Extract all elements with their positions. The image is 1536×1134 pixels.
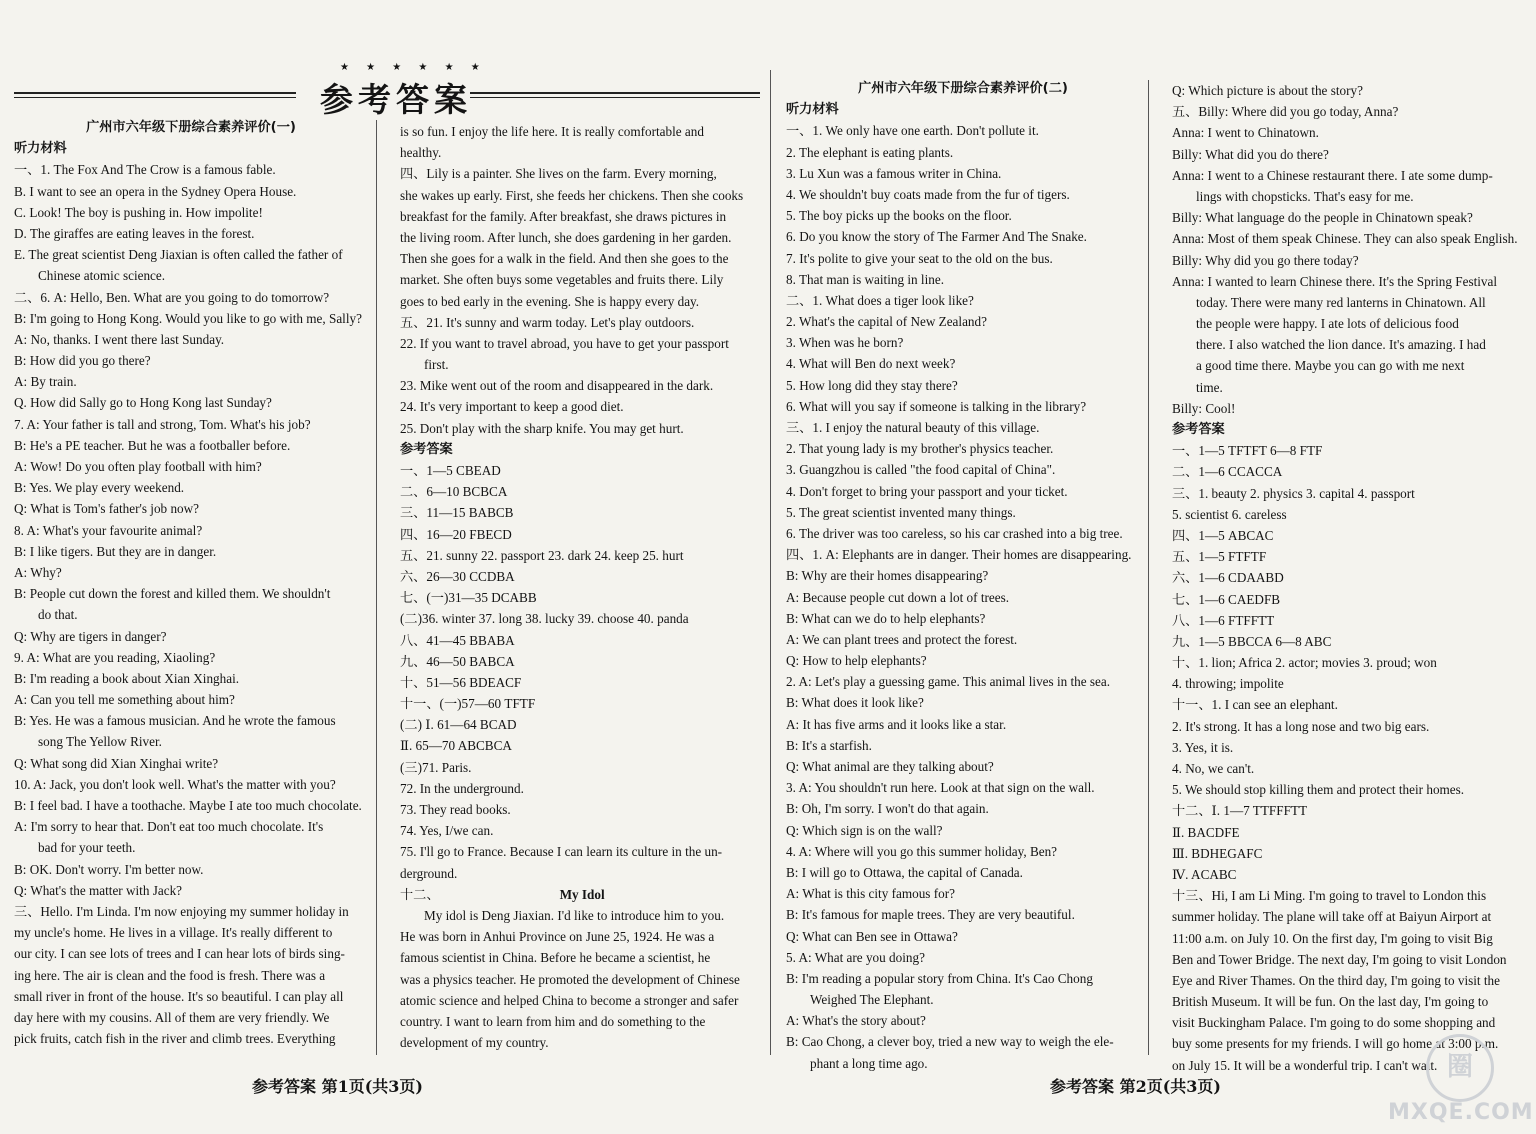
text-line: Q: What song did Xian Xinghai write?	[14, 755, 219, 771]
section-heading: 广州市六年级下册综合素养评价(二)	[858, 81, 1068, 96]
text-line: 十一、1. I can see an elephant.	[1172, 697, 1338, 713]
text-line: on July 15. It will be a wonderful trip. I can't wait.	[1172, 1057, 1438, 1073]
text-line: 十、1. lion; Africa 2. actor; movies 3. proud; won	[1172, 655, 1437, 671]
text-line: a good time there. Maybe you can go with me next	[1196, 358, 1465, 374]
page-title: 参考答案	[320, 80, 472, 119]
text-line: A: Can you tell me something about him?	[14, 692, 235, 708]
text-line: 六、1—6 CDAABD	[1172, 570, 1284, 586]
text-line: 四、1—5 ABCAC	[1172, 527, 1274, 543]
text-line: is so fun. I enjoy the life here. It is really comfortable and	[400, 124, 704, 139]
text-line: A: We can plant trees and protect the forest.	[786, 631, 1018, 647]
text-line: 5. How long did they stay there?	[786, 377, 958, 393]
text-line: 三、1. I enjoy the natural beauty of this village.	[786, 420, 1040, 435]
text-line: 25. Don't play with the sharp knife. You may get hurt.	[400, 420, 684, 436]
text-line: Q: Why are tigers in danger?	[14, 628, 167, 644]
text-line: Eye and River Thames. On the third day, I'm going to visit the	[1172, 972, 1500, 988]
text-line: day here with my cousins. All of them are very friendly. We	[14, 1009, 330, 1025]
text-line: 一、1—5 TFTFT 6—8 FTF	[1172, 443, 1323, 459]
section-heading: 听力材料	[14, 141, 67, 157]
text-line: 四、Lily is a painter. She lives on the farm. Every morning,	[400, 166, 717, 182]
text-line: was a physics teacher. He promoted the development of Chinese	[400, 971, 740, 987]
text-line: Q. How did Sally go to Hong Kong last Sunday?	[14, 395, 272, 411]
text-line: Ⅱ. BACDFE	[1172, 824, 1240, 840]
text-line: 八、1—6 FTFFTT	[1172, 612, 1275, 628]
text-line: A: What is this city famous for?	[786, 886, 955, 902]
text-line: (二) Ⅰ. 61—64 BCAD	[400, 717, 517, 733]
text-line: Billy: Why did you go there today?	[1172, 252, 1359, 268]
watermark-site: MXQE.COM	[1388, 1100, 1534, 1125]
text-line: 10. A: Jack, you don't look well. What's the matter with you?	[14, 776, 336, 792]
text-line: Anna: I went to Chinatown.	[1172, 125, 1319, 141]
text-line: Q: What can Ben see in Ottawa?	[786, 928, 958, 944]
text-line: 六、26—30 CCDBA	[400, 568, 515, 584]
text-line: A: I'm sorry to hear that. Don't eat too much chocolate. It's	[14, 819, 324, 835]
text-line: B: Yes. We play every weekend.	[14, 480, 185, 496]
text-line: 4. What will Ben do next week?	[786, 356, 956, 372]
text-line: B: He's a PE teacher. But he was a footballer before.	[14, 437, 291, 453]
text-line: Then she goes for a walk in the field. And then she goes to the	[400, 251, 729, 267]
text-line: 三、11—15 BABCB	[400, 505, 514, 521]
text-line: 5. We should stop killing them and protect their homes.	[1172, 782, 1465, 798]
text-line: 9. A: What are you reading, Xiaoling?	[14, 649, 216, 665]
text-line: B: I feel bad. I have a toothache. Maybe I ate too much chocolate.	[14, 798, 362, 813]
text-line: 75. I'll go to France. Because I can learn its culture in the un-	[400, 844, 723, 860]
page-footer-2: 参考答案 第2页(共3页)	[1050, 1077, 1221, 1096]
text-line: 五、1—5 FTFTF	[1172, 549, 1267, 565]
text-line: My idol is Deng Jiaxian. I'd like to introduce him to you.	[424, 907, 725, 923]
text-line: country. I want to learn from him and do something to the	[400, 1013, 706, 1029]
text-line: today. There were many red lanterns in Chinatown. All	[1196, 294, 1486, 310]
text-line: D. The giraffes are eating leaves in the forest.	[14, 225, 255, 241]
text-line: 8. A: What's your favourite animal?	[14, 522, 203, 538]
text-line: development of my country.	[400, 1035, 549, 1051]
text-line: Q: How to help elephants?	[786, 653, 927, 669]
text-line: 22. If you want to travel abroad, you have to get your passport	[400, 335, 729, 351]
text-line: 5. The great scientist invented many things.	[786, 504, 1016, 520]
text-line: do that.	[38, 607, 78, 623]
column-4	[1172, 80, 1528, 1076]
text-line: healthy.	[400, 145, 442, 161]
text-line: 八、41—45 BBABA	[400, 632, 515, 648]
text-line: 4. A: Where will you go this summer holiday, Ben?	[786, 843, 1058, 859]
text-line: B: I will go to Ottawa, the capital of Canada.	[786, 864, 1023, 880]
column-1	[14, 117, 368, 1049]
text-line: Ⅳ. ACABC	[1172, 866, 1237, 882]
text-line: 四、16—20 FBECD	[400, 526, 512, 542]
text-line: Q: Which picture is about the story?	[1172, 83, 1363, 98]
text-line: 2. The elephant is eating plants.	[786, 144, 954, 160]
text-line: Anna: Most of them speak Chinese. They can also speak English.	[1172, 231, 1518, 247]
column-2	[400, 121, 758, 1053]
text-line: 11:00 a.m. on July 10. On the first day, I'm going to visit Big	[1172, 930, 1493, 946]
text-line: 九、46—50 BABCA	[400, 653, 515, 669]
text-line: Billy: Cool!	[1172, 400, 1236, 416]
text-line: B: Oh, I'm sorry. I won't do that again.	[786, 801, 989, 817]
text-line: 73. They read books.	[400, 802, 511, 817]
text-line	[400, 884, 758, 905]
text-line: Billy: What did you do there?	[1172, 146, 1329, 162]
watermark-logo-icon: 圈	[1426, 1034, 1494, 1102]
text-line: market. She often buys some vegetables and fruits there. Lily	[400, 272, 724, 288]
section-heading: 广州市六年级下册综合素养评价(一)	[86, 120, 296, 135]
text-line: 3. Lu Xun was a famous writer in China.	[786, 165, 1002, 181]
text-line: 四、1. A: Elephants are in danger. Their homes are disappearing.	[786, 547, 1132, 563]
text-line: summer holiday. The plane will take off at Baiyun Airport at	[1172, 909, 1492, 925]
text-line: B: It's famous for maple trees. They are very beautiful.	[786, 907, 1075, 923]
title-rule-right-thin	[470, 97, 760, 98]
text-line: A: Wow! Do you often play football with him?	[14, 459, 262, 474]
text-line: phant a long time ago.	[810, 1055, 928, 1071]
text-line: Anna: I went to a Chinese restaurant there. I ate some dump-	[1172, 167, 1493, 183]
text-line: 九、1—5 BBCCA 6—8 ABC	[1172, 633, 1332, 649]
text-line: 5. A: What are you doing?	[786, 949, 925, 965]
text-line: Ⅲ. BDHEGAFC	[1172, 845, 1263, 861]
text-line: A: What's the story about?	[786, 1013, 926, 1029]
text-line: Q: Which sign is on the wall?	[786, 822, 943, 838]
text-line: goes to bed early in the evening. She is happy every day.	[400, 293, 700, 309]
text-line: 十一、(一)57—60 TFTF	[400, 696, 536, 712]
text-line: B: Yes. He was a famous musician. And he wrote the famous	[14, 713, 336, 729]
text-line: 五、21. It's sunny and warm today. Let's play outdoors.	[400, 314, 695, 330]
text-line: derground.	[400, 865, 458, 881]
text-line: (二)36. winter 37. long 38. lucky 39. choose 40. panda	[400, 611, 689, 627]
text-line: British Museum. It will be fun. On the last day, I'm going to	[1172, 994, 1489, 1010]
text-line: B: OK. Don't worry. I'm better now.	[14, 861, 204, 877]
text-line: A: No, thanks. I went there last Sunday.	[14, 331, 225, 347]
text-line: 二、6—10 BCBCA	[400, 484, 508, 500]
text-line: C. Look! The boy is pushing in. How impolite!	[14, 204, 263, 220]
text-line: 2. A: Let's play a guessing game. This animal lives in the sea.	[786, 674, 1111, 690]
text-line: 3. Yes, it is.	[1172, 739, 1234, 755]
text-line: 十三、Hi, I am Li Ming. I'm going to travel to London this	[1172, 888, 1487, 904]
watermark	[1388, 1034, 1534, 1130]
text-line: 24. It's very important to keep a good diet.	[400, 399, 624, 415]
text-line: 七、(一)31—35 DCABB	[400, 590, 537, 606]
text-line: 五、21. sunny 22. passport 23. dark 24. keep 25. hurt	[400, 547, 684, 563]
text-line: 一、1. We only have one earth. Don't pollute it.	[786, 123, 1039, 139]
text-line: Billy: What language do the people in Chinatown speak?	[1172, 210, 1473, 226]
text-line: 4. throwing; impolite	[1172, 676, 1284, 692]
text-line: 二、6. A: Hello, Ben. What are you going to do tomorrow?	[14, 289, 330, 305]
text-line: He was born in Anhui Province on June 25, 1924. He was a	[400, 929, 715, 945]
text-line: 2. What's the capital of New Zealand?	[786, 314, 987, 330]
page-footer-1: 参考答案 第1页(共3页)	[252, 1077, 423, 1096]
text-line: my uncle's home. He lives in a village. It's really different to	[14, 925, 333, 941]
text-line: B: I'm going to Hong Kong. Would you like to go with me, Sally?	[14, 310, 362, 326]
text-line: 6. The driver was too careless, so his car crashed into a big tree.	[786, 525, 1123, 541]
column-3	[786, 78, 1140, 1074]
text-line: B. I want to see an opera in the Sydney Opera House.	[14, 183, 297, 199]
text-line: 4. Don't forget to bring your passport and your ticket.	[786, 483, 1068, 499]
text-line: 4. No, we can't.	[1172, 761, 1255, 776]
text-line: B: What can we do to help elephants?	[786, 610, 986, 626]
text-line: 二、1. What does a tiger look like?	[786, 292, 974, 308]
text-line: lings with chopsticks. That's easy for me.	[1196, 188, 1414, 204]
text-line: B: What does it look like?	[786, 695, 924, 711]
title-rule-left-thin	[14, 97, 296, 98]
text-line: Ⅱ. 65—70 ABCBCA	[400, 738, 512, 754]
text-line: bad for your teeth.	[38, 840, 136, 856]
text-line: the people were happy. I ate lots of delicious food	[1196, 316, 1459, 332]
column-divider	[376, 120, 377, 1055]
text-line: small river in front of the house. It's so beautiful. I can play all	[14, 988, 344, 1004]
text-line: 4. We shouldn't buy coats made from the fur of tigers.	[786, 186, 1070, 202]
text-line: 3. When was he born?	[786, 335, 904, 351]
text-line: 74. Yes, I/we can.	[400, 823, 494, 839]
text-line: 十、51—56 BDEACF	[400, 674, 522, 690]
text-line: breakfast for the family. After breakfast, she draws pictures in	[400, 208, 727, 224]
text-line: 五、Billy: Where did you go today, Anna?	[1172, 104, 1399, 120]
text-line: E. The great scientist Deng Jiaxian is often called the father of	[14, 247, 343, 263]
text-line: B: Why are their homes disappearing?	[786, 568, 989, 584]
text-line: 6. Do you know the story of The Farmer And The Snake.	[786, 229, 1087, 245]
text-line: 一、1—5 CBEAD	[400, 463, 501, 478]
text-line: famous scientist in China. Before he became a scientist, he	[400, 950, 711, 966]
text-line: 3. A: You shouldn't run here. Look at that sign on the wall.	[786, 780, 1095, 796]
text-line: Chinese atomic science.	[38, 268, 166, 284]
text-line: 72. In the underground.	[400, 780, 524, 796]
text-line: 5. The boy picks up the books on the floor.	[786, 208, 1012, 224]
text-line: Q: What animal are they talking about?	[786, 759, 994, 774]
text-line: atomic science and helped China to become a stronger and safer	[400, 992, 739, 1008]
text-line: B: It's a starfish.	[786, 737, 872, 753]
text-line: our city. I can see lots of trees and I can hear lots of birds sing-	[14, 946, 345, 962]
text-line: 6. What will you say if someone is talking in the library?	[786, 398, 1087, 414]
text-line: Q: What is Tom's father's job now?	[14, 501, 200, 517]
text-line: visit Buckingham Palace. I'm going to do some shopping and	[1172, 1015, 1496, 1031]
section-number: 十二、	[400, 886, 440, 902]
text-line: A: It has five arms and it looks like a star.	[786, 716, 1007, 732]
text-line: B: People cut down the forest and killed them. We shouldn't	[14, 586, 331, 602]
title-rule-right	[470, 92, 760, 94]
text-line: there. I also watched the lion dance. It's amazing. I had	[1196, 337, 1486, 353]
text-line: A: Why?	[14, 564, 62, 580]
text-line: the living room. After lunch, she does gardening in her garden.	[400, 229, 732, 245]
text-line: first.	[424, 357, 449, 373]
text-line: Q: What's the matter with Jack?	[14, 882, 183, 898]
text-line: 一、1. The Fox And The Crow is a famous fable.	[14, 162, 276, 178]
text-line: 3. Guangzhou is called "the food capital of China".	[786, 462, 1056, 478]
text-line: A: By train.	[14, 374, 77, 390]
text-line: song The Yellow River.	[38, 734, 162, 750]
text-line: 2. It's strong. It has a long nose and two big ears.	[1172, 718, 1430, 734]
text-line: B: I'm reading a book about Xian Xinghai.	[14, 670, 240, 686]
section-heading: 参考答案	[400, 441, 453, 457]
text-line: 七、1—6 CAEDFB	[1172, 591, 1281, 607]
text-line: Ben and Tower Bridge. The next day, I'm going to visit London	[1172, 951, 1507, 967]
text-line: (三)71. Paris.	[400, 759, 472, 775]
text-line: 8. That man is waiting in line.	[786, 271, 944, 287]
text-line: B: I'm reading a popular story from China. It's Cao Chong	[786, 970, 1093, 986]
section-heading: 参考答案	[1172, 422, 1225, 437]
essay-title: My Idol	[559, 886, 605, 902]
page-divider	[770, 70, 771, 1055]
text-line: 7. It's polite to give your seat to the old on the bus.	[786, 250, 1053, 266]
text-line: buy some presents for my friends. I will go home at 3:00 p.m.	[1172, 1036, 1499, 1052]
text-line: ing here. The air is clean and the food is fresh. There was a	[14, 967, 326, 983]
text-line: 5. scientist 6. careless	[1172, 506, 1287, 522]
text-line: she wakes up early. First, she feeds her chickens. Then she cooks	[400, 187, 744, 203]
text-line: B: How did you go there?	[14, 353, 151, 369]
text-line: B: Cao Chong, a clever boy, tried a new way to weigh the ele-	[786, 1034, 1114, 1050]
section-heading: 听力材料	[786, 102, 839, 118]
text-line: 二、1—6 CCACCA	[1172, 464, 1283, 480]
text-line: 7. A: Your father is tall and strong, Tom. What's his job?	[14, 416, 311, 432]
title-rule-left	[14, 92, 296, 94]
title-stars: ★ ★ ★ ★ ★ ★	[340, 62, 487, 73]
text-line: 三、1. beauty 2. physics 3. capital 4. passport	[1172, 485, 1415, 501]
text-line: time.	[1196, 379, 1223, 395]
text-line: Weighed The Elephant.	[810, 992, 934, 1008]
text-line: 2. That young lady is my brother's physics teacher.	[786, 441, 1054, 457]
text-line: 十二、Ⅰ. 1—7 TTFFFTT	[1172, 803, 1308, 819]
text-line: B: I like tigers. But they are in danger.	[14, 543, 217, 559]
text-line: pick fruits, catch fish in the river and climb trees. Everything	[14, 1031, 336, 1047]
text-line: 三、Hello. I'm Linda. I'm now enjoying my summer holiday in	[14, 903, 349, 919]
text-line: A: Because people cut down a lot of trees.	[786, 589, 1010, 605]
column-divider	[1148, 80, 1149, 1055]
text-line: Anna: I wanted to learn Chinese there. It's the Spring Festival	[1172, 273, 1498, 289]
text-line: 23. Mike went out of the room and disappeared in the dark.	[400, 378, 714, 394]
